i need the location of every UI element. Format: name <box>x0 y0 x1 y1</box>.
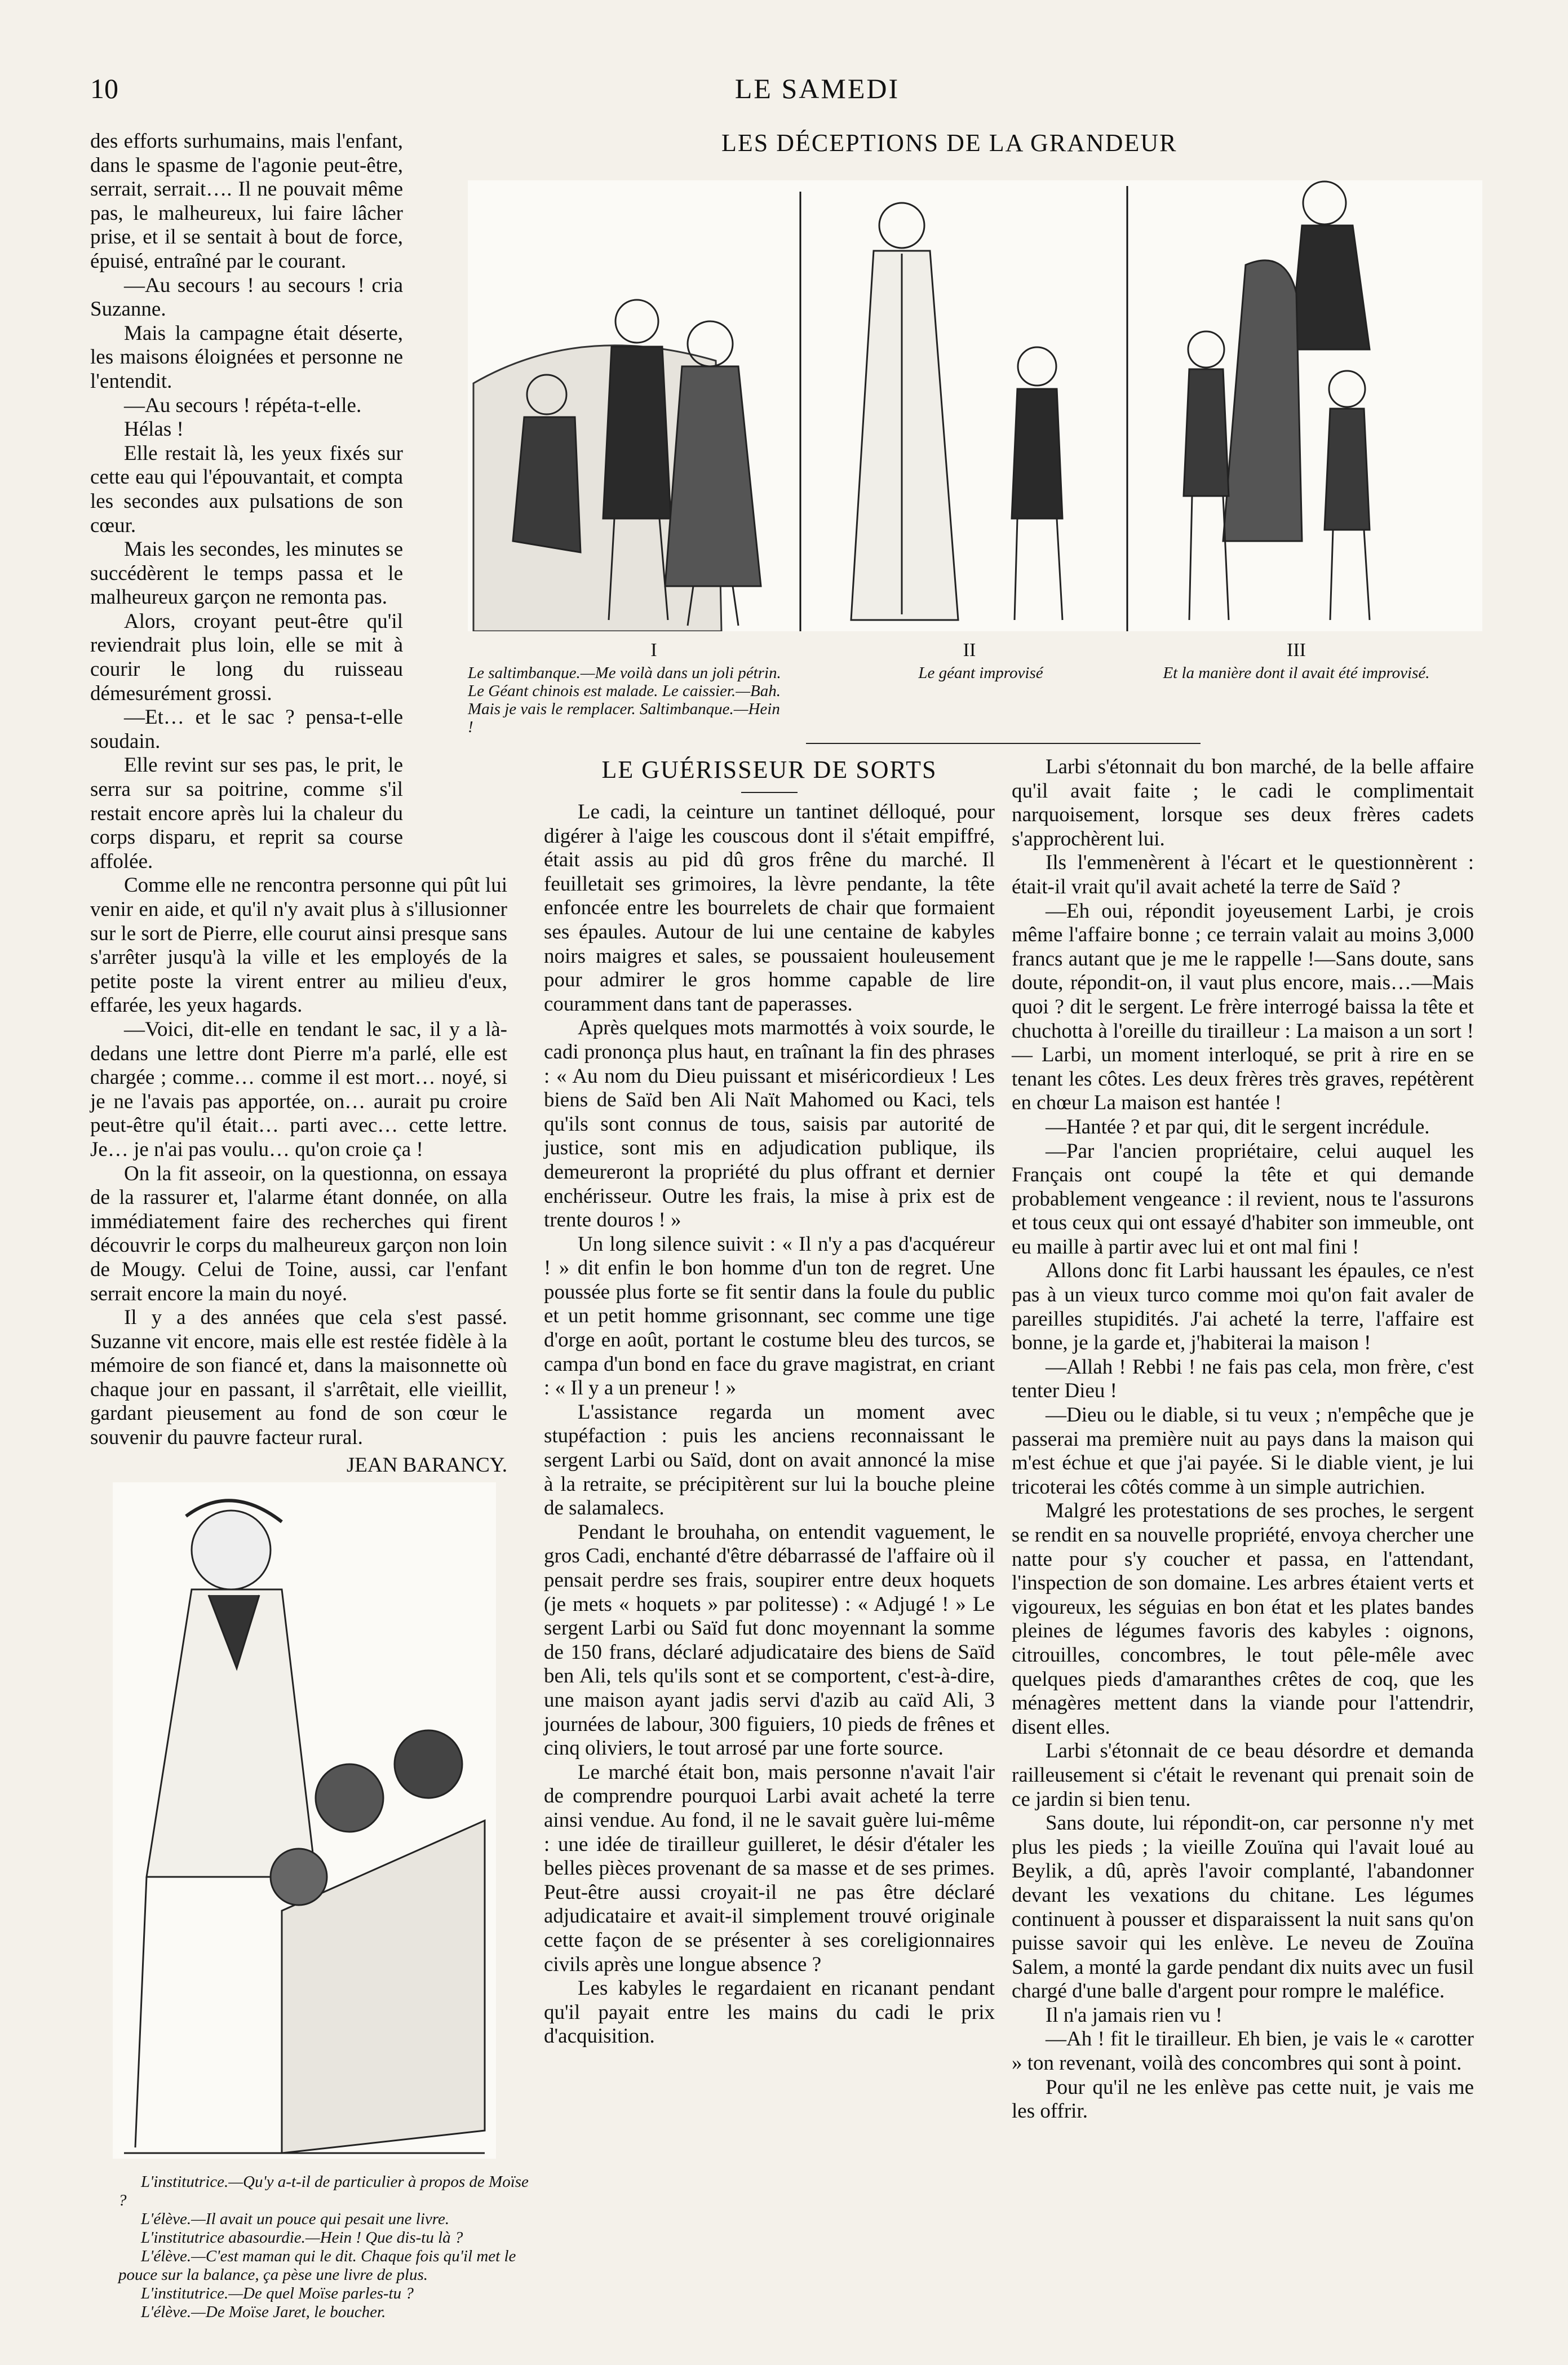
panel-2-caption: Le géant improvisé <box>918 664 1043 682</box>
story-paragraph: —Par l'ancien propriétaire, celui auquel les Français ont coupé la tête et qui demande probablement vengeance : il revient, nous te l'assurons et tous ceux qui ont essayé d'habiter son immeuble, ont eu maille à partir avec lui et ont mal fini ! <box>1012 1139 1474 1259</box>
story-paragraph: Alors, croyant peut-être qu'il reviendrait plus loin, elle se mit à courir le long du ruisseau démesurément grossi. <box>90 609 403 705</box>
guerisseur-column-2 <box>544 800 995 2049</box>
dialogue-line: L'élève.—Il avait un pouce qui pesait une livre. <box>141 2210 450 2228</box>
panel-3-drawing <box>1184 181 1370 620</box>
panel-3-numeral: III <box>1287 640 1306 661</box>
story-paragraph: —Eh oui, répondit joyeusement Larbi, je crois même l'affaire bonne ; ce terrain valait au moins 3,000 francs autant que je me le rappelle !—Sans doute, sans doute, répondit-on, il vaut plus encore, mais…—Mais quoi ? dit le sergent. Le frère interrogé baissa la tête et chuchotta à l'oreille du tirailleur : La maison a un sort ! — Larbi, un moment interloqué, se prit à rire en se tenant les côtes. Les deux frères très graves, repétèrent en chœur La maison est hantée ! <box>1012 899 1474 1115</box>
story-paragraph: Pour qu'il ne les enlève pas cette nuit, je vais me les offrir. <box>1012 2075 1474 2123</box>
dialogue-line: L'institutrice abasourdie.—Hein ! Que dis-tu là ? <box>141 2229 463 2247</box>
story-paragraph: Comme elle ne rencontra personne qui pût lui venir en aide, et qu'il n'y avait plus à s'illusionner sur le sort de Pierre, elle courut ainsi presque sans s'arrêter jusqu'à la ville et les employés de la petite poste la virent entrer au milieu d'eux, effarée, les yeux hagards. <box>90 874 507 1017</box>
story-paragraph: —Dieu ou le diable, si tu veux ; n'empêche que je passerai ma première nuit au pays dans la maison qui m'est échue et que j'ai payée. Si le diable vient, je lui tricoterai les côtés comme à un simple autrichien. <box>1012 1403 1474 1499</box>
story-paragraph: Allons donc fit Larbi haussant les épaules, ce n'est pas à un vieux turco comme moi qu'on fait avaler de pareilles stupidités. J'ai acheté la terre, l'affaire est bonne, je la garde et, j'habiterai la maison ! <box>1012 1259 1474 1355</box>
story-paragraph: Le cadi, la ceinture un tantinet délloqué, pour digérer à l'aige les couscous dont il s'était empiffré, était assis au pid dû gros frêne du marché. Il feuilletait ses grimoires, la lèvre pendante, la tête enfoncée entre les bourrelets de chair que formaient ses épaules. Autour de lui une centaine de kabyles noirs maigres et sales, se poussaient houleusement pour admirer le gros homme capable de lire couramment dans tant de paperasses. <box>544 800 995 1016</box>
story-paragraph: —Hantée ? et par qui, dit le sergent incrédule. <box>1046 1115 1430 1139</box>
story-paragraph: Les kabyles le regardaient en ricanant pendant qu'il payait entre les mains du cadi le prix d'acquisition. <box>544 1977 995 2048</box>
story-paragraph: Elle restait là, les yeux fixés sur cette eau qui l'épouvantait, et compta les secondes aux pulsations de son cœur. <box>90 441 403 537</box>
story-paragraph: Sans doute, lui répondit-on, car personne n'y met plus les pieds ; la vieille Zouïna qui l'avait loué au Beylik, a dû, après l'avoir complanté, l'abandonner devant les vexations du chitane. Les légumes continuent à pousser et disparaissent la nuit sans qu'on puisse savoir qui les enlève. Le neveu de Zouïna Salem, a monté la garde pendant dix nuits avec un fusil chargé d'une balle d'argent pour rompre le maléfice. <box>1012 1812 1474 2003</box>
story-paragraph: On la fit asseoir, on la questionna, on essaya de la rassurer et, l'alarme étant donnée, on alla immédiatement faire des recherches qui firent découvrir le corps du malheureux garçon non loin de Mougy. Celui de Toine, aussi, car l'enfant serrait encore la main du noyé. <box>90 1162 507 1305</box>
story-paragraph: Hélas ! <box>124 418 184 441</box>
masthead: LE SAMEDI <box>734 73 900 104</box>
story-paragraph: —Au secours ! répéta-t-elle. <box>124 393 362 417</box>
panel-2-numeral: II <box>963 640 976 661</box>
story-paragraph: L'assistance regarda un moment avec stupéfaction : puis les anciens reconnaissant le sergent Larbi ou Saïd, dont on avait annoncé la mise à la retraite, se précipitèrent sur lui la bouche pleine de salamalecs. <box>544 1400 995 1520</box>
panel-2-drawing <box>851 203 1062 620</box>
guerisseur-title: LE GUÉRISSEUR DE SORTS <box>601 756 937 783</box>
story-paragraph: Larbi s'étonnait de ce beau désordre et demanda railleusement si c'était le revenant qui prenait soin de ce jardin si bien tenu. <box>1012 1739 1474 1811</box>
panel-1-caption: Le saltimbanque.—Me voilà dans un joli pétrin. Le Géant chinois est malade. Le caissier.—Bah. Mais je vais le remplacer. Saltimbanque.—Hein ! <box>468 664 781 736</box>
story-paragraph: Elle revint sur ses pas, le prit, le serra sur sa poitrine, comme s'il restait encore après lui la chaleur du corps disparu, et reprit sa course affolée. <box>90 754 403 873</box>
story-paragraph: Mais les secondes, les minutes se succédèrent le temps passa et le malheureux garçon ne remonta pas. <box>90 538 403 609</box>
lecon-dialogue <box>118 2173 535 2322</box>
guerisseur-column-3 <box>1012 755 1474 2124</box>
panel-3-caption: Et la manière dont il avait été improvisé. <box>1163 664 1430 682</box>
story-signature: JEAN BARANCY. <box>346 1453 507 1477</box>
story-paragraph: —Au secours ! au secours ! cria Suzanne. <box>90 273 403 321</box>
cartoon-title: LES DÉCEPTIONS DE LA GRANDEUR <box>721 129 1177 157</box>
story-paragraph: Il y a des années que cela s'est passé. Suzanne vit encore, mais elle est restée fidèle à la mémoire de son fiancé et, dans la maisonnette où chaque jour en passant, il s'arrêtait, elle vieillit, gardant pieusement au fond de son cœur le souvenir du pauvre facteur rural. <box>90 1306 507 1450</box>
dialogue-line: L'institutrice.—Qu'y a-t-il de particulier à propos de Moïse ? <box>118 2173 529 2209</box>
story-paragraph: —Ah ! fit le tirailleur. Eh bien, je vais le « carotter » ton revenant, voilà des concombres qui sont à point. <box>1012 2027 1474 2075</box>
panel-1-drawing <box>473 300 761 631</box>
cartoon-illustration <box>468 180 1482 631</box>
story-paragraph: Mais la campagne était déserte, les maisons éloignées et personne ne l'entendit. <box>90 321 403 393</box>
story-paragraph: —Et… et le sac ? pensa-t-elle soudain. <box>90 706 403 753</box>
dialogue-line: L'institutrice.—De quel Moïse parles-tu ? <box>141 2284 414 2302</box>
title-rule <box>741 792 798 793</box>
story-paragraph: Après quelques mots marmottés à voix sourde, le cadi prononça plus haut, en traînant la fin des phrases : « Au nom du Dieu puissant et miséricordieux ! Les biens de Saïd ben Ali Naït Mahomed ou Kaci, tels qu'ils sont connus de tous, saisis par autorité de justice, sont mis en adjudication publique, ils demeureront la propriété du plus offrant et dernier enchérisseur. Outre les frais, la mise à prix est de trente douros ! » <box>544 1016 995 1232</box>
section-divider <box>806 743 1201 744</box>
story-paragraph: Il n'a jamais rien vu ! <box>1046 2003 1222 2027</box>
panel-1-numeral: I <box>650 640 657 661</box>
story-paragraph: Ils l'emmenèrent à l'écart et le questionnèrent : était-il vrait qu'il avait acheté la terre de Saïd ? <box>1012 851 1474 898</box>
story-paragraph: —Voici, dit-elle en tendant le sac, il y a là-dedans une lettre dont Pierre m'a parlé, elle est chargée ; comme… comme il est mort… noyé, si je ne l'avais pas apportée, on… aurait pu croire peut-être qu'il était… parti avec… cette lettre. Je… je n'ai pas voulu… qu'on croie ça ! <box>90 1017 507 1161</box>
story-paragraph: —Allah ! Rebbi ! ne fais pas cela, mon frère, c'est tenter Dieu ! <box>1012 1355 1474 1403</box>
story-continuation <box>90 130 507 1610</box>
story-paragraph: Le marché était bon, mais personne n'avait l'air de comprendre pourquoi Larbi avait acheté la terre ainsi vendue. Au fond, il ne le savait guère lui-même : une idée de tirailleur guilleret, le désir d'étaler les belles pièces provenant de sa masse et de ses primes. Peut-être aussi croyait-il ne pas être déclaré adjudicataire et avait-il simplement trouvé originale cette façon de se présenter à ses coreligionnaires civils après une longue absence ? <box>544 1760 995 1976</box>
story-paragraph: des efforts surhumains, mais l'enfant, dans le spasme de l'agonie peut-être, serrait, serrait…. Il ne pouvait même pas, le malheureux, lui faire lâcher prise, et il se sentait à bout de force, épuisé, entraîné par le courant. <box>90 130 403 273</box>
story-paragraph: Malgré les protestations de ses proches, le sergent se rendit en sa nouvelle propriété, envoya chercher une natte pour s'y coucher et passa, en l'attendant, l'inspection de son domaine. Les arbres étaient verts et vigoureux, les séguias en bon état et les plates bandes pleines de légumes favoris des kabyles : oignons, citrouilles, concombres, le tout pêle-mêle avec quelques pieds d'amaranthes crêtes de coq, que les ménagères mettent dans la viande pour l'attendrir, disent elles. <box>1012 1499 1474 1739</box>
dialogue-line: L'élève.—C'est maman qui le dit. Chaque fois qu'il met le pouce sur la balance, ça pèse une livre de plus. <box>118 2247 516 2284</box>
page-number: 10 <box>90 73 118 104</box>
story-paragraph: Un long silence suivit : « Il n'y a pas d'acquéreur ! » dit enfin le bon homme d'un ton de regret. Une poussée plus forte se fit sentir dans la foule du public et un petit homme grisonnant, sec comme une tige d'orge en août, portant le costume bleu des turcos, se campa d'un bond en face du grave magistrat, en criant : « Il y a un preneur ! » <box>544 1232 995 1400</box>
story-paragraph: Larbi s'étonnait du bon marché, de la belle affaire qu'il avait faite ; le cadi le complimentait narquoisement, lorsque ses deux frères cadets s'approchèrent lui. <box>1012 755 1474 851</box>
dialogue-line: L'élève.—De Moïse Jaret, le boucher. <box>141 2303 386 2321</box>
story-paragraph: Pendant le brouhaha, on entendit vaguement, le gros Cadi, enchanté d'être débarrassé de l'affaire où il pensait perdre ses frais, soupirer entre deux hoquets (je mets « hoquets » par politesse) : « Adjugé ! » Le sergent Larbi ou Saïd fut donc moyennant la somme de 150 frans, déclaré adjudicataire des biens de Saïd ben Ali, tels qu'ils sont et se comportent, c'est-à-dire, une maison ayant jadis servi d'azib au caïd Ali, 3 journées de labour, 300 figuiers, 10 pieds de frênes et cinq oliviers, le tout arrosé par une forte source. <box>544 1520 995 1760</box>
lecon-illustration <box>113 1482 496 2159</box>
